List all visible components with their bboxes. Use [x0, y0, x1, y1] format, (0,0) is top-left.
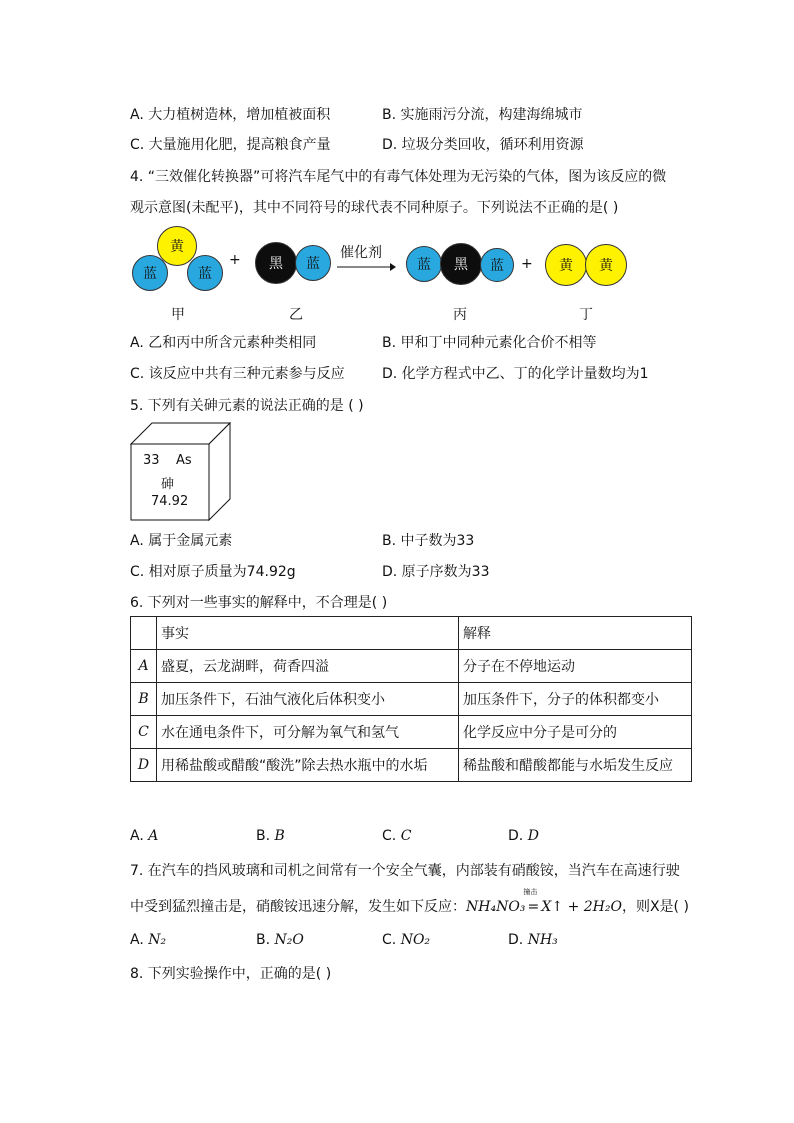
option-letter: D. — [508, 932, 524, 948]
equation-lhs: NH₄NO₃ — [466, 899, 526, 915]
bing-black-atom: 黑 — [440, 243, 482, 285]
row-key: D — [131, 749, 157, 782]
q4-option-c: C. 该反应中共有三种元素参与反应 — [130, 366, 345, 382]
q7-option-a — [130, 932, 166, 948]
option-value: B — [274, 828, 285, 844]
row-explain: 加压条件下，分子的体积都变小 — [459, 683, 692, 716]
table-header-row — [131, 617, 692, 650]
element-atomic-number: 33 — [143, 453, 160, 468]
q7-stem-line2 — [130, 888, 689, 916]
q5-option-b: B. 中子数为33 — [382, 533, 475, 549]
q4-option-d: D. 化学方程式中乙、丁的化学计量数均为1 — [382, 366, 649, 382]
option-value: D — [527, 828, 539, 844]
q6-option-b — [256, 828, 285, 844]
table-row — [131, 650, 692, 683]
q4-stem-line2: 观示意图(未配平)，其中不同符号的球代表不同种原子。下列说法不正确的是( ) — [130, 200, 619, 216]
equation-rhs: X↑ + 2H₂O — [541, 899, 622, 915]
row-explain: 化学反应中分子是可分的 — [459, 716, 692, 749]
q8-stem: 8. 下列实验操作中，正确的是( ) — [130, 966, 332, 982]
q5-option-a: A. 属于金属元素 — [130, 533, 233, 549]
option-value: C — [400, 828, 412, 844]
ding-yellow-atom-left: 黄 — [545, 244, 587, 286]
row-key: A — [131, 650, 157, 683]
reaction-arrow-icon — [336, 262, 396, 272]
q3-option-c: C. 大量施用化肥，提高粮食产量 — [130, 137, 331, 153]
option-letter: B. — [256, 828, 271, 844]
q6-option-a — [130, 828, 158, 844]
option-letter: A. — [130, 828, 144, 844]
option-letter: B. — [256, 932, 271, 948]
row-fact: 盛夏，云龙湖畔，荷香四溢 — [157, 650, 459, 683]
bing-blue-atom-left: 蓝 — [406, 246, 442, 282]
element-name: 砷 — [161, 477, 175, 492]
yi-blue-atom: 蓝 — [295, 245, 331, 281]
jia-yellow-atom: 黄 — [157, 226, 197, 266]
q5-option-d: D. 原子序数为33 — [382, 564, 490, 580]
option-value: NO₂ — [400, 932, 431, 948]
q4-stem-line1: 4. “三效催化转换器”可将汽车尾气中的有毒气体处理为无污染的气体，图为该反应的微 — [130, 169, 667, 185]
option-letter: C. — [382, 932, 397, 948]
facts-table — [130, 616, 692, 782]
plus-sign: + — [229, 252, 241, 268]
catalyst-label: 催化剂 — [340, 245, 382, 261]
row-key: B — [131, 683, 157, 716]
q3-option-d: D. 垃圾分类回收，循环利用资源 — [382, 137, 584, 153]
element-symbol: As — [176, 453, 192, 468]
header-fact: 事实 — [157, 617, 459, 650]
label-bing: 丙 — [453, 307, 467, 323]
q7-option-b — [256, 932, 304, 948]
row-explain: 分子在不停地运动 — [459, 650, 692, 683]
q7-stem-suffix: ，则X是( ) — [621, 899, 689, 915]
q4-option-a: A. 乙和丙中所含元素种类相同 — [130, 335, 317, 351]
row-explain: 稀盐酸和醋酸都能与水垢发生反应 — [459, 749, 692, 782]
option-value: NH₃ — [527, 932, 558, 948]
q4-option-b: B. 甲和丁中同种元素化合价不相等 — [382, 335, 597, 351]
option-letter: A. — [130, 932, 144, 948]
equation-equals: 撞击 = — [523, 888, 540, 915]
row-fact: 加压条件下，石油气液化后体积变小 — [157, 683, 459, 716]
equation-condition: 撞击 — [523, 888, 538, 896]
option-letter: C. — [382, 828, 397, 844]
yi-black-atom: 黑 — [255, 242, 297, 284]
option-letter: D. — [508, 828, 524, 844]
label-yi: 乙 — [289, 307, 303, 323]
table-row — [131, 749, 692, 782]
label-jia: 甲 — [171, 307, 185, 323]
option-value: N₂O — [274, 932, 304, 948]
table-row — [131, 683, 692, 716]
q7-stem-prefix: 中受到猛烈撞击是，硝酸铵迅速分解，发生如下反应： — [130, 899, 466, 915]
row-key: C — [131, 716, 157, 749]
q6-option-c — [382, 828, 411, 844]
option-value: A — [148, 828, 159, 844]
table-row — [131, 716, 692, 749]
jia-blue-atom-right: 蓝 — [187, 255, 223, 291]
q7-option-d — [508, 932, 558, 948]
q5-option-c: C. 相对原子质量为74.92g — [130, 564, 296, 580]
table-cell — [131, 617, 157, 650]
q6-option-d — [508, 828, 539, 844]
element-mass: 74.92 — [151, 494, 189, 509]
q7-option-c — [382, 932, 430, 948]
q6-stem: 6. 下列对一些事实的解释中，不合理是( ) — [130, 595, 388, 611]
q7-stem-line1: 7. 在汽车的挡风玻璃和司机之间常有一个安全气囊，内部装有硝酸铵，当汽车在高速行驶 — [130, 863, 680, 879]
q3-option-b: B. 实施雨污分流，构建海绵城市 — [382, 107, 583, 123]
row-fact: 水在通电条件下，可分解为氧气和氢气 — [157, 716, 459, 749]
option-value: N₂ — [148, 932, 167, 948]
ding-yellow-atom-right: 黄 — [585, 244, 627, 286]
q5-stem: 5. 下列有关砷元素的说法正确的是 ( ) — [130, 398, 364, 414]
q3-option-a: A. 大力植树造林，增加植被面积 — [130, 107, 331, 123]
plus-sign: + — [521, 256, 533, 272]
jia-blue-atom-left: 蓝 — [132, 255, 168, 291]
row-fact: 用稀盐酸或醋酸“酸洗”除去热水瓶中的水垢 — [157, 749, 459, 782]
bing-blue-atom-right: 蓝 — [480, 248, 514, 282]
label-ding: 丁 — [579, 307, 593, 323]
header-explain: 解释 — [459, 617, 692, 650]
